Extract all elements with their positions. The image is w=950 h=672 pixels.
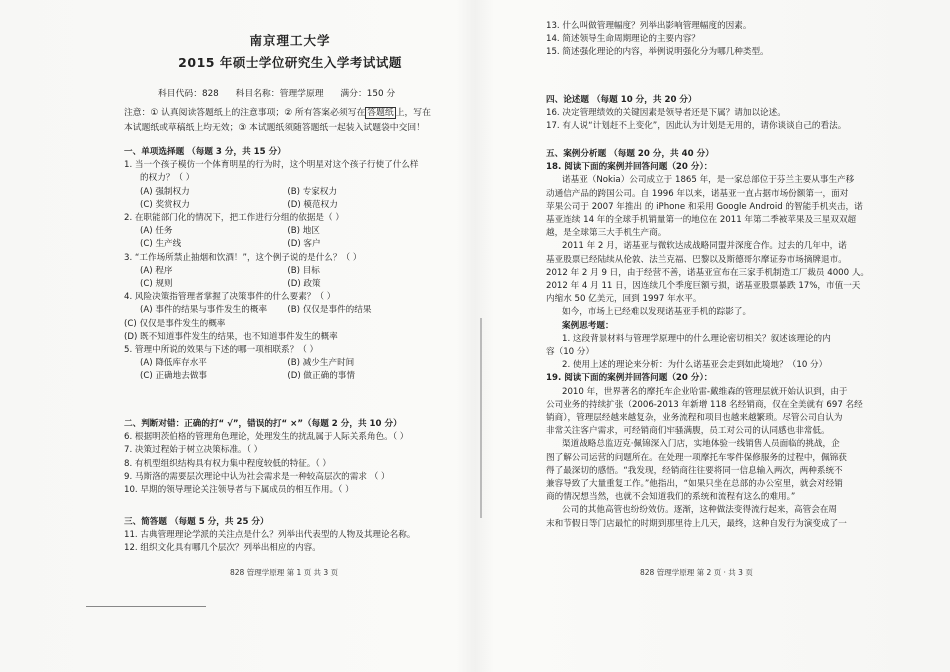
case-question: 2. 使用上述的理论来分析：为什么诺基亚会走到如此境地？（10 分） <box>562 360 828 371</box>
case-1-line: 动通信产品的跨国公司。自 1996 年以来，诺基亚一直占据市场份额第一，面对 <box>546 188 849 199</box>
exam-notice <box>124 106 474 135</box>
options-row: (C) 规则 (D) 政策 <box>140 279 321 290</box>
case-2-line: 销商），管理层经越来越复杂，业务流程和项目也越来越繁琐。尽管公司自认为 <box>546 413 843 424</box>
question-7: 7. 决策过程始于树立决策标准。（ ） <box>124 445 263 456</box>
case-1-line: 基亚连续 14 年的全球手机销量第一的地位在 2011 年第二季被苹果及三星双双超 <box>546 215 857 226</box>
case-2-line: 公司业务的持续扩张（2006-2013 年新增 118 名经销商，仅在全美就有 697 名经 <box>546 399 863 410</box>
notice-line-1: 注意：① 认真阅读答题纸上的注意事项；② 所有答案必须写在 答题纸 上，写在 <box>124 108 431 118</box>
exam-title: 2015 年硕士学位研究生入学考试试题 <box>178 55 402 70</box>
options-row: (A) 事件的结果与事件发生的概率 (B) 仅仅是事件的结果 <box>140 305 372 316</box>
full-score: 满分：150 分 <box>340 89 396 99</box>
section-heading: 四、论述题 （每题 10 分，共 20 分） <box>546 95 697 105</box>
section-5 <box>546 148 876 531</box>
subject-info <box>158 88 458 101</box>
case-1-line: 诺基亚（Nokia）公司成立于 1865 年，是一家总部位于芬兰主要从事生产移 <box>562 175 855 186</box>
case-2-line: 得了最深切的感悟。“我发现，经销商往往要将同一信息输入两次，两种系统不 <box>546 465 843 476</box>
question-14: 14. 简述领导生命周期理论的主要内容？ <box>546 34 700 45</box>
scan-artifact <box>86 606 206 607</box>
case-2-line: 渠道战略总监迈克·佩锦深入门店，实地体验一线销售人员面临的挑战，企 <box>562 439 840 450</box>
section-heading: 五、案例分析题 （每题 20 分，共 40 分） <box>546 149 714 159</box>
options-row: (C) 奖赏权力 (D) 模范权力 <box>140 199 338 210</box>
page-2-footer: 828 管理学原理 第 2 页 · 共 3 页 <box>640 568 753 577</box>
question-18: 18. 阅读下面的案例并回答问题（20 分）： <box>546 162 713 173</box>
university-name: 南京理工大学 <box>249 33 331 48</box>
question-1-cont: 的权力？（ ） <box>140 173 195 184</box>
question-1: 1. 当一个孩子模仿一个体育明星的行为时，这个明星对这个孩子行使了什么样 <box>124 160 419 171</box>
options-row: (C) 生产线 (D) 客户 <box>140 239 321 250</box>
case-2-line: 图了解公司运营的问题所在。在处理一项摩托车零件保修服务的过程中，佩锦获 <box>546 452 847 463</box>
case-1-line: 基亚股票已经陆续从伦敦、法兰克福、巴黎以及斯德哥尔摩证券市场摘牌退市。 <box>546 254 847 265</box>
question-19: 19. 阅读下面的案例并回答问题（20 分）： <box>546 373 713 384</box>
case-2-line: 公司的其他高管也纷纷效仿。逐渐，这种做法变得流行起来，高管会在周 <box>562 505 838 516</box>
option: (D) 既不知道事件发生的结果，也不知道事件发生的概率 <box>124 331 338 342</box>
notice-line-2: 本试题纸或草稿纸上均无效；③ 本试题纸须随答题纸一起装入试题袋中交回！ <box>124 122 425 133</box>
question-17: 17. 有人说“计划赶不上变化”，因此认为计划是无用的，请你谈谈自己的看法。 <box>546 121 847 132</box>
case-1-line: 内缩水 50 亿美元，回到 1997 年水平。 <box>546 294 702 305</box>
case-1-line: 如今，市场上已经难以发现诺基亚手机的踪影了。 <box>562 307 752 318</box>
question-15: 15. 简述强化理论的内容，举例说明强化分为哪几种类型。 <box>546 47 769 58</box>
question-2: 2. 在职能部门化的情况下，把工作进行分组的依据是（ ） <box>124 213 344 224</box>
question-4: 4. 风险决策指管理者掌握了决策事件的什么要素？（ ） <box>124 292 336 303</box>
case-1-line: 越，是全球第三大手机生产商。 <box>546 228 667 239</box>
question-11: 11. 古典管理理论学派的关注点是什么？列举出代表型的人物及其理论名称。 <box>124 530 416 541</box>
short-answer-cont <box>546 20 876 60</box>
question-6: 6. 根据明茨伯格的管理角色理论，处理发生的扰乱属于人际关系角色。（ ） <box>124 432 409 443</box>
option: (C) 仅仅是事件发生的概率 <box>124 318 226 329</box>
case-2-line: 商的情况想当然，也就不会知道我们的系统和流程有这么的难用。” <box>546 492 796 503</box>
answer-sheet-box: 答题纸 <box>367 108 394 118</box>
question-10: 10. 早期的领导理论关注领导者与下属成员的相互作用。（ ） <box>124 485 354 496</box>
question-5: 5. 管理中所说的效果与下述的哪一项相联系？（ ） <box>124 345 319 356</box>
case-questions-heading: 案例思考题： <box>562 320 614 331</box>
question-16: 16. 决定管理绩效的关键因素是领导者还是下属？请加以论述。 <box>546 108 786 119</box>
question-12: 12. 组织文化具有哪几个层次？列举出相应的内容。 <box>124 543 321 554</box>
case-1-line: 2011 年 2 月，诺基亚与微软达成战略同盟并深度合作。过去的几年中，诺 <box>562 241 847 252</box>
options-row: (C) 正确地去做事 (D) 做正确的事情 <box>140 371 355 382</box>
case-2-line: 末和节假日等门店最忙的时期到那里待上几天，最终，这种自发行为演变成了一 <box>546 518 847 529</box>
page-1-footer: 828 管理学原理 第 1 页 共 3 页 <box>230 568 339 577</box>
section-2 <box>124 418 474 497</box>
options-row: (A) 程序 (B) 目标 <box>140 265 320 276</box>
case-2-line: 兼容导致了大量重复工作。”他指出，“如果只坐在总部的办公室里，就会对经销 <box>546 479 843 490</box>
question-3: 3. “工作场所禁止抽烟和饮酒！”，这个例子说的是什么？（ ） <box>124 252 362 263</box>
options-row: (A) 强制权力 (B) 专家权力 <box>140 186 338 197</box>
section-heading: 一、单项选择题 （每题 3 分，共 15 分） <box>124 147 286 157</box>
case-2-line: 非常关注客户需求，可经销商们牢骚满腹，员工对公司的认同感也非常低。 <box>546 426 830 437</box>
subject-code: 科目代码：828 <box>158 89 219 99</box>
options-row: (A) 降低库存水平 (B) 减少生产时间 <box>140 358 355 369</box>
case-1-line: 苹果公司于 2007 年推出 的 iPhone 和采用 Google Android 的智能手机夹击，诺 <box>546 201 863 212</box>
subject-name: 科目名称：管理学原理 <box>235 89 324 99</box>
section-1 <box>124 146 474 384</box>
case-1-line: 2012 年 4 月 11 日，因连续几个季度巨额亏损，诺基亚股票暴跌 17%，市值一天 <box>546 281 861 292</box>
case-2-line: 2010 年，世界著名的摩托车企业哈雷-戴维森的管理层就开始认识到，由于 <box>562 386 848 397</box>
case-question-cont: 容（10 分） <box>546 347 595 358</box>
question-8: 8. 有机型组织结构具有权力集中程度较低的特征。（ ） <box>124 458 332 469</box>
section-heading: 三、简答题 （每题 5 分，共 25 分） <box>124 517 269 527</box>
options-row: (A) 任务 (B) 地区 <box>140 226 320 237</box>
case-question: 1. 这段背景材料与管理学原理中的什么理论密切相关？叙述该理论的内 <box>562 333 831 344</box>
question-9: 9. 马斯洛的需要层次理论中认为社会需求是一种较高层次的需求 （ ） <box>124 471 390 482</box>
case-1-line: 2012 年 2 月 9 日，由于经营不善，诺基亚宣布在三家手机制造工厂裁员 4000 人。 <box>546 267 870 278</box>
fold-shadow <box>480 318 482 518</box>
section-heading: 二、判断对错：正确的打“ √”，错误的打“ ×”（每题 2 分，共 10 分） <box>124 419 402 429</box>
section-4 <box>546 94 876 134</box>
question-13: 13. 什么叫做管理幅度？列举出影响管理幅度的因素。 <box>546 21 752 31</box>
section-3 <box>124 516 474 556</box>
